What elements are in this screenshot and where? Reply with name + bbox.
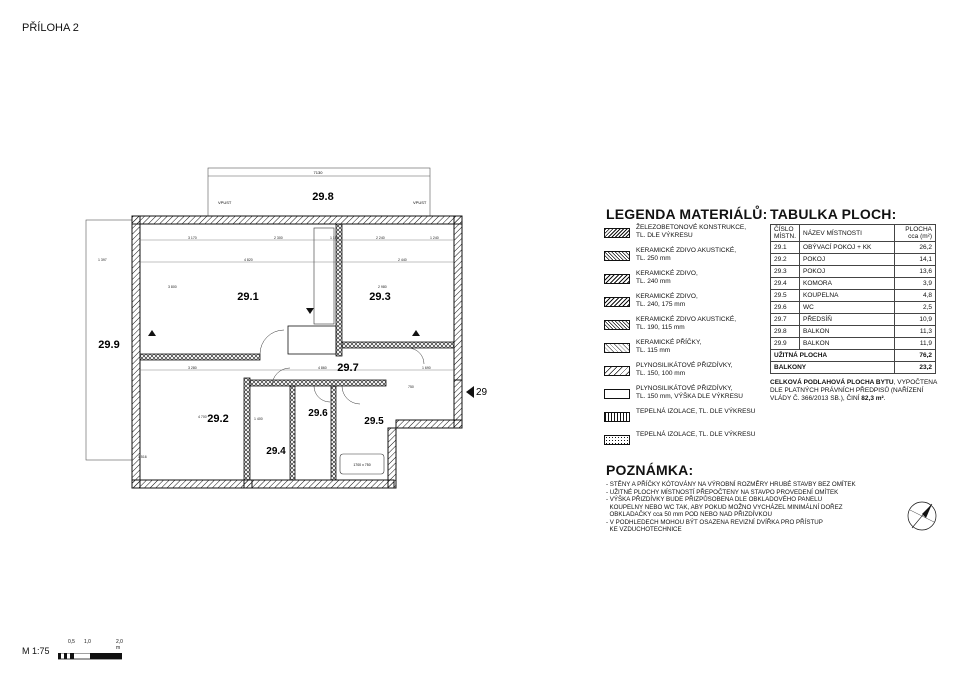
- legend-text: [636, 247, 736, 262]
- legend-item: [604, 362, 764, 383]
- dim-2: 2 300: [274, 236, 283, 240]
- cell-area: 4,8: [895, 290, 936, 302]
- legend-swatch: [604, 343, 630, 353]
- dim-4: 2 240: [376, 236, 385, 240]
- vpust-label-1: VPUST: [218, 200, 232, 205]
- floor-plan: [78, 158, 488, 503]
- cell-area: 10,9: [895, 314, 936, 326]
- cell-no: 29.8: [771, 326, 800, 338]
- table-row: [771, 326, 936, 338]
- table-row: [771, 338, 936, 350]
- bathtub-dim: 1700 x 750: [353, 463, 371, 467]
- legend-text-line1: KERAMICKÉ ZDIVO AKUSTICKÉ,: [636, 316, 737, 323]
- legend-text-line1: KERAMICKÉ ZDIVO AKUSTICKÉ,: [636, 247, 737, 254]
- total-usable-row: [771, 350, 936, 362]
- legend-swatch: [604, 435, 630, 445]
- legend-text-line2: TL. 240 mm: [636, 277, 671, 285]
- kitchen-counter: [314, 228, 334, 324]
- note-line: OBKLADAČKY cca 50 mm POD NEBO NAD PŘIZDÍVKOU: [606, 511, 772, 518]
- legend-text-line2: TL. 250 mm: [636, 254, 671, 262]
- cell-area: 2,5: [895, 302, 936, 314]
- room-label-29-3: 29.3: [369, 291, 391, 303]
- legend-item: [604, 293, 764, 314]
- cell-area: 26,2: [895, 242, 936, 254]
- scale-tick-3: 2,0 m: [116, 639, 123, 651]
- dim-8: 3 280: [188, 366, 197, 370]
- notes-list: [606, 481, 886, 534]
- table-row: [771, 314, 936, 326]
- legend-item: [604, 339, 764, 360]
- legend-swatch: [604, 389, 630, 399]
- cell-area: 14,1: [895, 254, 936, 266]
- legend-text-line1: PLYNOSILIKÁTOVÉ PŘIZDÍVKY,: [636, 362, 733, 369]
- legend-item: [604, 408, 764, 429]
- note-line: - STĚNY A PŘÍČKY KÓTOVÁNY NA VÝROBNÍ ROZMĚRY HRUBÉ STAVBY BEZ OMÍTEK: [606, 481, 856, 488]
- cell-no: 29.4: [771, 278, 800, 290]
- dim-h3: 4 700: [198, 415, 207, 419]
- cell-name: BALKON: [800, 338, 895, 350]
- room-label-29-8: 29.8: [312, 191, 334, 203]
- legend-swatch: [604, 274, 630, 284]
- cell-no: 29.1: [771, 242, 800, 254]
- legend-text: [636, 408, 755, 416]
- note-line: KE VZDUCHOTECHNICE: [606, 526, 682, 533]
- legend-text: [636, 362, 732, 377]
- outer-walls: [132, 216, 462, 488]
- note-line: KOUPELNY NEBO WC TAK, ABY POKUD MOŽNO VYCHÁZEL MINIMÁLNÍ DOŘEZ: [606, 503, 843, 511]
- note-line: - UŽITNÉ PLOCHY MÍSTNOSTÍ PŘEPOČTENY NA STAVPO PROVEDENÍ OMÍTEK: [606, 488, 839, 496]
- dim-h6: 750: [408, 385, 414, 389]
- legend-swatch: [604, 297, 630, 307]
- col-header-area: PLOCHA cca (m²): [895, 225, 936, 242]
- legend-item: [604, 270, 764, 291]
- note-line: - VÝŠKA PŘIZDÍVKY BUDE PŘIZPŮSOBENA DLE OBKLADOVÉHO PANELU: [606, 496, 823, 503]
- legend-text-line1: ŽELEZOBETONOVÉ KONSTRUKCE,: [636, 224, 747, 231]
- legend-text-line2: TL. 240, 175 mm: [636, 300, 686, 308]
- legend-text-line2: TL. 115 mm: [636, 346, 671, 354]
- room-label-29-7: 29.7: [337, 362, 359, 374]
- cell-no: 29.9: [771, 338, 800, 350]
- table-row: [771, 266, 936, 278]
- legend-text: [636, 339, 701, 354]
- dim-h1: 3 800: [168, 285, 177, 289]
- legend-text-line2: TL. 150, 100 mm: [636, 369, 686, 377]
- dim-6: 4 820: [244, 258, 253, 262]
- room-label-29-2: 29.2: [207, 413, 229, 425]
- legend-text-line2: TL. 190, 115 mm: [636, 323, 685, 331]
- cell-area: 11,3: [895, 326, 936, 338]
- scale-bar-graphic: [58, 653, 122, 661]
- legend-text-line1: TEPELNÁ IZOLACE, TL. DLE VÝKRESU: [636, 431, 756, 438]
- legend-text-line1: TEPELNÁ IZOLACE, TL. DLE VÝKRESU: [636, 408, 756, 415]
- cell-name: KOUPELNA: [800, 290, 895, 302]
- interior-walls: [140, 224, 454, 480]
- area-note-body: , VYPOČTENA DLE PLATNÝCH PRÁVNÍCH PŘEDPISŮ (NAŘÍZENÍ VLÁDY Č. 366/2013 SB.), ČINÍ: [770, 379, 937, 402]
- unit-marker-number: 29: [476, 387, 488, 398]
- cell-area: 13,6: [895, 266, 936, 278]
- legend-item: [604, 247, 764, 268]
- legend-text: [636, 270, 698, 285]
- cell-name: PŘEDSÍŇ: [800, 314, 895, 326]
- legend-swatch: [604, 228, 630, 238]
- cell-area: 11,9: [895, 338, 936, 350]
- legend-swatch: [604, 320, 630, 330]
- table-title: TABULKA PLOCH:: [770, 206, 897, 222]
- table-row: [771, 242, 936, 254]
- legend-text: [636, 385, 743, 400]
- table-row: [771, 278, 936, 290]
- cell-name: KOMORA: [800, 278, 895, 290]
- scale-tick-2: 1,0: [84, 639, 91, 645]
- north-arrow-icon: [904, 498, 940, 534]
- room-label-29-9: 29.9: [98, 339, 120, 351]
- legend-text-line1: PLYNOSILIKÁTOVÉ PŘIZDÍVKY,: [636, 385, 733, 392]
- room-label-29-4: 29.4: [266, 446, 286, 457]
- legend-text-line2: TL. 150 mm, VÝŠKA DLE VÝKRESU: [636, 392, 743, 400]
- dim-h2: 2 980: [378, 285, 387, 289]
- table-row: [771, 290, 936, 302]
- vpust-label-2: VPUST: [413, 200, 427, 205]
- window-arrows: [148, 308, 420, 336]
- area-note-lead: CELKOVÁ PODLAHOVÁ PLOCHA BYTU: [770, 379, 894, 386]
- legend-text: [636, 431, 755, 439]
- note-line: - V PODHLEDECH MOHOU BÝT OSAZENA REVIZNÍ DVÍŘKA PRO PŘÍSTUP: [606, 518, 823, 526]
- cell-no: 29.6: [771, 302, 800, 314]
- cell-name: BALKON: [800, 326, 895, 338]
- col-header-name: NÁZEV MÍSTNOSTI: [800, 225, 895, 242]
- legend-text: [636, 316, 736, 331]
- room-label-29-1: 29.1: [237, 291, 259, 303]
- legend-item: [604, 224, 764, 245]
- legend-text: [636, 224, 746, 239]
- cell-no: 29.2: [771, 254, 800, 266]
- dim-top-total: 7130: [313, 170, 323, 175]
- dim-9: 1 397: [98, 258, 107, 262]
- legend-swatch: [604, 366, 630, 376]
- dim-7: 2 440: [398, 258, 407, 262]
- cell-no: 29.3: [771, 266, 800, 278]
- area-table: [770, 224, 936, 374]
- page-header: PŘÍLOHA 2: [22, 22, 79, 34]
- scale-tick-1: 0,5: [68, 639, 75, 645]
- dim-5: 1 240: [430, 236, 439, 240]
- cell-no: 29.7: [771, 314, 800, 326]
- legend-title: LEGENDA MATERIÁLŮ:: [606, 206, 768, 222]
- legend-text-line2: TL. DLE VÝKRESU: [636, 231, 693, 239]
- area-note-total: 82,3 m²: [861, 395, 884, 402]
- dim-1: 3 170: [188, 236, 197, 240]
- scale-bar: [58, 639, 123, 666]
- legend-text-line1: KERAMICKÉ PŘÍČKY,: [636, 339, 702, 346]
- dim-h4: 1 516: [138, 455, 147, 459]
- legend-swatch: [604, 251, 630, 261]
- dim-3: 1 150: [330, 236, 339, 240]
- legend: [604, 224, 764, 454]
- cell-name: WC: [800, 302, 895, 314]
- table-row: [771, 302, 936, 314]
- cell-no: 29.5: [771, 290, 800, 302]
- total-usable-label: UŽITNÁ PLOCHA: [771, 350, 895, 362]
- notes-title: POZNÁMKA:: [606, 462, 694, 478]
- table-row: [771, 254, 936, 266]
- scale-label: M 1:75: [22, 646, 50, 656]
- room-label-29-5: 29.5: [364, 416, 384, 427]
- legend-item: [604, 431, 764, 452]
- area-note-end: .: [883, 395, 886, 402]
- legend-text: [636, 293, 698, 308]
- cell-name: OBÝVACÍ POKOJ + KK: [800, 242, 895, 254]
- area-note: [770, 379, 940, 403]
- total-balcony-value: 23,2: [895, 362, 936, 374]
- total-balcony-label: BALKONY: [771, 362, 895, 374]
- cell-name: POKOJ: [800, 254, 895, 266]
- dim-10: 4 860: [318, 366, 327, 370]
- total-usable-value: 76,2: [895, 350, 936, 362]
- legend-item: [604, 316, 764, 337]
- total-balcony-row: [771, 362, 936, 374]
- cell-area: 3,9: [895, 278, 936, 290]
- room-label-29-6: 29.6: [308, 408, 328, 419]
- dimension-lines: [140, 240, 454, 370]
- legend-text-line1: KERAMICKÉ ZDIVO,: [636, 270, 698, 277]
- cell-name: POKOJ: [800, 266, 895, 278]
- dim-11: 1 690: [422, 366, 431, 370]
- legend-swatch: [604, 412, 630, 422]
- col-header-no: ČÍSLO MÍSTN.: [771, 225, 800, 242]
- legend-text-line1: KERAMICKÉ ZDIVO,: [636, 293, 698, 300]
- unit-marker-arrow: [466, 386, 474, 398]
- dim-h5: 1 400: [254, 417, 263, 421]
- legend-item: [604, 385, 764, 406]
